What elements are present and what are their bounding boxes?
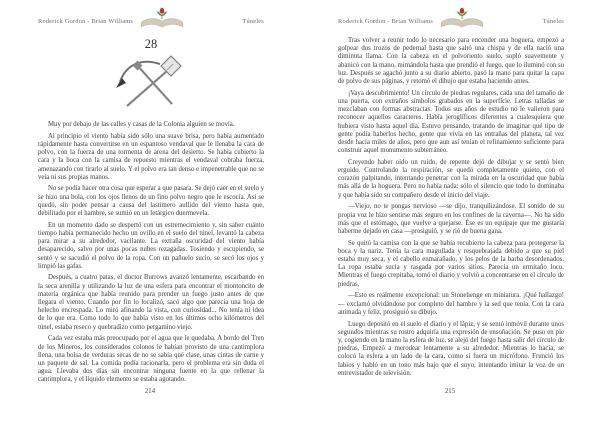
authors-running-head: Roderick Gordon - Brian Williams bbox=[38, 17, 134, 25]
open-book-sprout-icon bbox=[139, 7, 185, 35]
book-title-running-head: Túneles bbox=[542, 17, 564, 25]
paragraph: Muy por debajo de las calles y casas de la Colonia alguien se movía. bbox=[48, 121, 235, 128]
right-page bbox=[300, 0, 600, 424]
left-page-header bbox=[38, 9, 264, 33]
paragraph: —Esto es realmente excepcional: un Stonehenge en miniatura. ¡Qué hallazgo! — exclamó olvidándose por completo del hambre y la sed que tenía. Con la cara animada y feliz, prosiguió su dibujo. bbox=[338, 292, 564, 316]
left-page-text bbox=[38, 121, 264, 385]
paragraph: Al principio el viento había sido sólo una suave brisa, pero había aumentado rápidamente hasta convertirse en un espantoso vendaval que le llenaba la cara de polvo, con la fuerza de una tormenta de arena del desierto. Se había cubierto la cara y la boca con la camisa de repuesto mientras el vendaval cobraba fuerza, amenazando con tirarlo al suelo. Y el polvo era tan denso e impenetrable que no se veía ni sus propias manos. bbox=[38, 132, 264, 181]
paragraph: Cada vez estaba más preocupado por el agua que le quedaba. A bordo del Tren de los Mineros, los considerados colonos le habían provisto de una cantimplora llena, una bolsa de verduras secas de no se sabía qué clase, unas cintas de carne y un paquete de sal. La comida podía racionarla, pero el problema era sin duda el agua. Llevaba dos días sin encontrar ninguna fuente en la que rellenar la cantimplora, y el líquido elemento se estaba agotando. bbox=[38, 335, 264, 384]
book-title-running-head: Túneles bbox=[242, 17, 264, 25]
paragraph: En un momento dado se despertó con un estremecimiento y, sin saber cuánto tiempo había permanecido hecho un ovillo en el suelo del túnel, levantó la cabeza para mirar a su alrededor, vacilante. La extraña oscuridad del viento había desaparecido, salvo por unas pocas nubes rezagadas. Tosiendo y escupiendo, se sentó y se sacudió el polvo de la ropa. Con un pañuelo sucio, se secó los ojos y limpió las gafas. bbox=[38, 221, 264, 270]
right-page-text bbox=[338, 37, 564, 378]
chapter-number: 28 bbox=[144, 37, 158, 51]
paragraph: Creyendo haber oído un ruido, de repente dejó de dibujar y se sentó bien erguido. Controlando la respiración, se quedó completamente quieto, con el corazón palpitando, intentando penetrar con la mirada en la oscuridad que había más allá de la hoguera. Pero no había nada: sólo el silencio que todo lo dominaba y que había sido su compañero desde el inicio del viaje. bbox=[338, 158, 564, 199]
right-page-header bbox=[338, 9, 564, 33]
paragraph: Luego depositó en el suelo el diario y el lápiz, y se sentó inmóvil durante unos segundos mientras su rostro adquiría una expresión de ensoñación. Se puso en pie y, cogiendo en la mano la esfera de luz, se alejó del fuego hasta salir del círculo de piedras. Empezó a merodear lentamente a su alrededor. Mientras lo hacía, se colocó la esfera a un lado de la cara, como si fuera un micrófono. Frunció los labios y habló en un tono más bajo que el suyo, intentando imitar la voz de un entrevistador de televisión. bbox=[338, 320, 564, 377]
paragraph: Después, a cuatro patas, el doctor Burrows avanzó lentamente, escarbando en la seca arenilla y utilizando la luz de una esfera para encontrar el montoncito de materia orgánica que había reunido para prender un fuego justo antes de que llegara el viento. Cuando por fin lo localizó, sacó algo que parecía una hoja de helecho encrespada. Lo miró afinando la vista, con curiosidad... No tenía ni idea de lo que era. Como todo lo que había visto en los últimos ocho kilómetros del túnel, estaba reseco y quebradizo como pergamino viejo. bbox=[38, 274, 264, 331]
authors-running-head: Roderick Gordon - Brian Williams bbox=[338, 17, 434, 25]
paragraph: Tras volver a reunir todo lo necesario para encender una hoguera, empezó a golpear dos trozos de pedernal hasta que saltó una chispa y de ella nació una diminuta llama. Con la cabeza en el polvoriento suelo, sopló suavemente y abanicó con la mano, mimándola hasta que prendió el fuego, que lo iluminó con su luz. Después se agachó junto a su diario abierto, pasó la mano para quitar la capa de polvo de sus páginas, y retomó el dibujo que estaba haciendo antes. bbox=[338, 37, 564, 86]
page-number: 214 bbox=[144, 388, 156, 395]
open-book-sprout-icon bbox=[439, 7, 485, 35]
paragraph: —Viejo, no te pongas nervioso —se dijo, tranquilizándose. El sonido de su propia voz le hizo sentirse más seguro en los confines de la caverna—. No ha sido más que el estómago, que vuelve a quejarse. Ése es un equipaje que me gustaría haberme dejado en casa —prosiguió, y se rió de buena gana. bbox=[338, 203, 564, 235]
page-number: 215 bbox=[444, 388, 456, 395]
paragraph: No se podía hacer otra cosa que esperar a que pasara. Se dejó caer en el suelo y se hizo una bola, con los ojos llenos de un fino polvo negro que le escocía. Así se quedó, sin poder pensar a causa del lastimero aullido del viento hasta que, debilitado por el hambre, se sumió en un letárgico duermevela. bbox=[38, 185, 264, 218]
crossed-pickaxe-and-shovel-icon bbox=[38, 54, 264, 108]
paragraph: Se quitó la camisa con la que se había recubierto la cabeza para protegerse la boca y la nariz. Tenía la cara magullada y resquebrajada debido a que su piel estaba muy seca, y el cabello enmarañado, y los pelos de la barba desordenados. La ropa estaba sucia y rasgada por varios sitios. Parecía un ermitaño loco. Mientras el fuego crepitaba, tomó el diario y volvió a concentrarse en el círculo de piedras. bbox=[338, 239, 564, 288]
paragraph: ¡Vaya descubrimiento! Un círculo de piedras regulares, cada una del tamaño de una puerta, con extraños símbolos grabados en la superficie. Letras talladas se mezclaban con formas abstractas. Todos sus años de estudio no le valieron para reconocer aquellos caracteres. Había jeroglíficos diferentes a cualesquiera que hubiera visto hasta aquel día. Estuvo pensando, tratando de imaginar qué tipo de gente podía haberlos hecho, gente que vivía en las entrañas del planeta, tal vez desde hacía miles de años, pero que aun así tenían el refinamiento suficiente para construir aquel monumento subterráneo. bbox=[338, 89, 564, 155]
